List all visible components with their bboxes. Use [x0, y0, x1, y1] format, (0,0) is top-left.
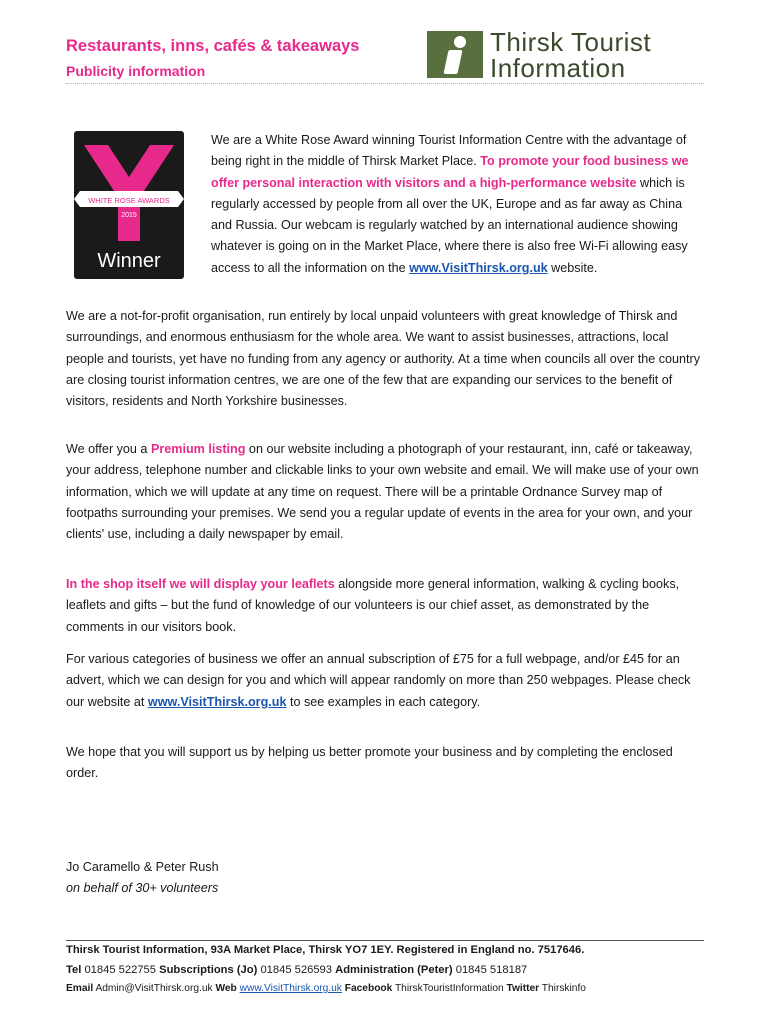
leaflets-text: alongside more general information, walking & cycling books, leaflets and gifts – but the fund of knowledge of our volunteers is our chief asset, as demonstrated by the comments in our visitors book. — [66, 577, 680, 634]
website-link[interactable]: www.VisitThirsk.org.uk — [409, 260, 548, 275]
leaflets-highlight: In the shop itself we will display your leaflets — [66, 577, 335, 591]
info-i-stem — [443, 50, 462, 74]
paragraph-shop-leaflets — [66, 574, 706, 638]
twitter-handle: Thirskinfo — [539, 983, 586, 994]
info-i-icon — [427, 31, 483, 78]
administration-number: 01845 518187 — [452, 964, 528, 976]
subscriptions-number: 01845 526593 — [257, 964, 336, 976]
signature-block — [66, 857, 219, 900]
paragraph-organisation-text: We are a not-for-profit organisation, run entirely by local unpaid volunteers with great knowledge of Thirsk and surroundings, and enormous enthusiasm for the whole area. We want to assist businesses, attractions, local people and tourists, yet have no funding from any agency or authority. At a time when councils all over the country are closing tourist information centres, we are one of the few that are expanding our services to the benefit of visitors, residents and North Yorkshire businesses. — [66, 309, 701, 409]
footer-divider — [66, 940, 704, 941]
intro-text-2: which is regularly accessed by people from all over the UK, Europe and as far away as China and Russia. Our webcam is regularly watched by an international audience showing whatever is going on in the Market Place, where there is also free Wi-Fi allowing easy access to all the information on the — [211, 175, 688, 275]
white-rose-award-badge — [74, 131, 184, 279]
intro-paragraph — [211, 130, 706, 279]
award-winner-label: Winner — [97, 250, 161, 272]
page-subtitle: Publicity information — [66, 63, 206, 79]
signature-names: Jo Caramello & Peter Rush — [66, 860, 219, 874]
closing-text: We hope that you will support us by helping us better promote your business and by completing the enclosed order. — [66, 745, 673, 781]
intro-highlight: To promote your food business we offer personal interaction with visitors and a high-performance website — [211, 154, 689, 190]
tel-number: 01845 522755 — [81, 964, 160, 976]
footer-phones — [66, 964, 527, 976]
administration-label: Administration (Peter) — [335, 964, 453, 976]
facebook-handle: ThirskTouristInformation — [392, 983, 507, 994]
info-i-dot — [454, 36, 466, 48]
website-link-2[interactable]: www.VisitThirsk.org.uk — [147, 694, 287, 709]
twitter-label: Twitter — [506, 983, 540, 994]
thirsk-logo — [427, 27, 707, 83]
subscription-text-2: to see examples in each category. — [286, 694, 481, 709]
email-label: Email — [66, 983, 94, 994]
page-title: Restaurants, inns, cafés & takeaways — [66, 37, 360, 55]
premium-highlight: Premium listing — [150, 442, 246, 456]
award-year: 2015 — [121, 212, 137, 219]
paragraph-closing — [66, 742, 706, 785]
logo-text-line1: Thirsk Tourist — [490, 27, 652, 57]
premium-text-1: We offer you a — [66, 442, 151, 456]
footer-address: Thirsk Tourist Information, 93A Market Place, Thirsk YO7 1EY. Registered in England no. 7517646. — [66, 944, 585, 956]
premium-text-2: on our website including a photograph of your restaurant, inn, café or takeaway, your address, telephone number and clickable links to your own website and email. We will make use of your own information, which we will update at any time on request. There will be a printable Ordnance Survey map of footpaths surrounding your premises. We send you a regular update of events in the area for your own, and your clients' use, including a daily newspaper by email. — [66, 442, 699, 542]
tel-label: Tel — [66, 964, 82, 976]
intro-text-3: website. — [547, 260, 598, 275]
web-label: Web — [215, 983, 237, 994]
subscription-text-1: For various categories of business we offer an annual subscription of £75 for a full webpage, and/or £45 for an advert, which we can design for you and which will appear randomly on more than 250 webpages. Please check our website at — [66, 652, 691, 709]
subscriptions-label: Subscriptions (Jo) — [159, 964, 258, 976]
paragraph-premium-listing — [66, 439, 706, 545]
signature-role: on behalf of 30+ volunteers — [66, 881, 219, 896]
intro-text-1: We are a White Rose Award winning Tourist Information Centre with the advantage of being right in the middle of Thirsk Market Place. — [211, 133, 687, 169]
footer-website-link[interactable]: www.VisitThirsk.org.uk — [239, 983, 342, 994]
paragraph-subscription — [66, 649, 706, 713]
footer-contacts — [66, 983, 586, 994]
email-address: Admin@VisitThirsk.org.uk — [93, 983, 216, 994]
award-banner-text: WHITE ROSE AWARDS — [88, 196, 170, 205]
paragraph-organisation — [66, 306, 706, 412]
logo-text-line2: Information — [490, 53, 626, 83]
facebook-label: Facebook — [344, 983, 393, 994]
